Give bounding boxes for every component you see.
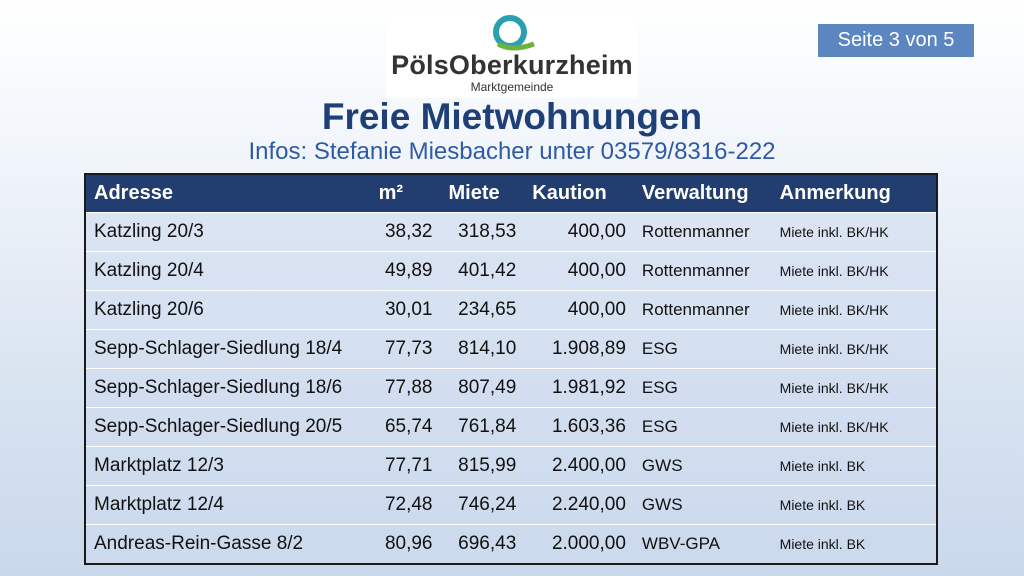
header-verwaltung: Verwaltung [634, 174, 772, 213]
cell-kaution: 1.981,92 [524, 369, 634, 408]
cell-adresse: Andreas-Rein-Gasse 8/2 [85, 525, 371, 565]
header-anmerkung: Anmerkung [772, 174, 937, 213]
cell-area: 65,74 [371, 408, 441, 447]
cell-adresse: Marktplatz 12/3 [85, 447, 371, 486]
page-subtitle: Infos: Stefanie Miesbacher unter 03579/8316-222 [248, 138, 776, 165]
cell-adresse: Marktplatz 12/4 [85, 486, 371, 525]
cell-miete: 807,49 [440, 369, 524, 408]
cell-anmerkung: Miete inkl. BK [772, 447, 937, 486]
cell-area: 38,32 [371, 213, 441, 252]
cell-anmerkung: Miete inkl. BK/HK [772, 213, 937, 252]
page-title: Freie Mietwohnungen [321, 96, 703, 137]
cell-miete: 746,24 [440, 486, 524, 525]
cell-miete: 696,43 [440, 525, 524, 565]
cell-anmerkung: Miete inkl. BK/HK [772, 330, 937, 369]
cell-verwaltung: ESG [634, 369, 772, 408]
page-indicator: Seite 3 von 5 [818, 24, 974, 57]
table-header [85, 174, 937, 213]
table-row [85, 330, 937, 369]
cell-verwaltung: Rottenmanner [634, 252, 772, 291]
cell-miete: 234,65 [440, 291, 524, 330]
cell-kaution: 1.603,36 [524, 408, 634, 447]
cell-anmerkung: Miete inkl. BK/HK [772, 291, 937, 330]
cell-verwaltung: ESG [634, 408, 772, 447]
cell-anmerkung: Miete inkl. BK/HK [772, 408, 937, 447]
cell-area: 49,89 [371, 252, 441, 291]
cell-verwaltung: WBV-GPA [634, 525, 772, 565]
cell-area: 77,71 [371, 447, 441, 486]
cell-kaution: 1.908,89 [524, 330, 634, 369]
table-body [85, 213, 937, 565]
cell-kaution: 2.000,00 [524, 525, 634, 565]
cell-adresse: Katzling 20/6 [85, 291, 371, 330]
cell-verwaltung: Rottenmanner [634, 291, 772, 330]
cell-area: 30,01 [371, 291, 441, 330]
cell-adresse: Sepp-Schlager-Siedlung 18/4 [85, 330, 371, 369]
municipality-logo [386, 12, 638, 98]
cell-area: 77,88 [371, 369, 441, 408]
cell-anmerkung: Miete inkl. BK/HK [772, 369, 937, 408]
table-row [85, 486, 937, 525]
table-row [85, 408, 937, 447]
cell-anmerkung: Miete inkl. BK [772, 525, 937, 565]
cell-verwaltung: Rottenmanner [634, 213, 772, 252]
cell-kaution: 2.240,00 [524, 486, 634, 525]
table-row [85, 252, 937, 291]
table-row [85, 291, 937, 330]
cell-miete: 318,53 [440, 213, 524, 252]
table-row [85, 447, 937, 486]
cell-kaution: 400,00 [524, 252, 634, 291]
cell-miete: 761,84 [440, 408, 524, 447]
cell-kaution: 400,00 [524, 291, 634, 330]
cell-miete: 814,10 [440, 330, 524, 369]
table-row [85, 525, 937, 565]
cell-verwaltung: GWS [634, 447, 772, 486]
cell-area: 72,48 [371, 486, 441, 525]
cell-kaution: 2.400,00 [524, 447, 634, 486]
header-miete: Miete [440, 174, 524, 213]
cell-area: 80,96 [371, 525, 441, 565]
header-kaution: Kaution [524, 174, 634, 213]
cell-adresse: Katzling 20/4 [85, 252, 371, 291]
cell-verwaltung: GWS [634, 486, 772, 525]
logo-swirl-icon [482, 14, 542, 54]
cell-kaution: 400,00 [524, 213, 634, 252]
cell-verwaltung: ESG [634, 330, 772, 369]
cell-miete: 401,42 [440, 252, 524, 291]
cell-anmerkung: Miete inkl. BK/HK [772, 252, 937, 291]
apartments-table [84, 173, 938, 565]
header-adresse: Adresse [85, 174, 371, 213]
header-area: m² [371, 174, 441, 213]
logo-subtitle: Marktgemeinde [470, 80, 554, 94]
cell-anmerkung: Miete inkl. BK [772, 486, 937, 525]
cell-miete: 815,99 [440, 447, 524, 486]
cell-area: 77,73 [371, 330, 441, 369]
cell-adresse: Sepp-Schlager-Siedlung 18/6 [85, 369, 371, 408]
table-row [85, 213, 937, 252]
cell-adresse: Katzling 20/3 [85, 213, 371, 252]
logo-name: PölsOberkurzheim [391, 50, 633, 80]
cell-adresse: Sepp-Schlager-Siedlung 20/5 [85, 408, 371, 447]
table-row [85, 369, 937, 408]
